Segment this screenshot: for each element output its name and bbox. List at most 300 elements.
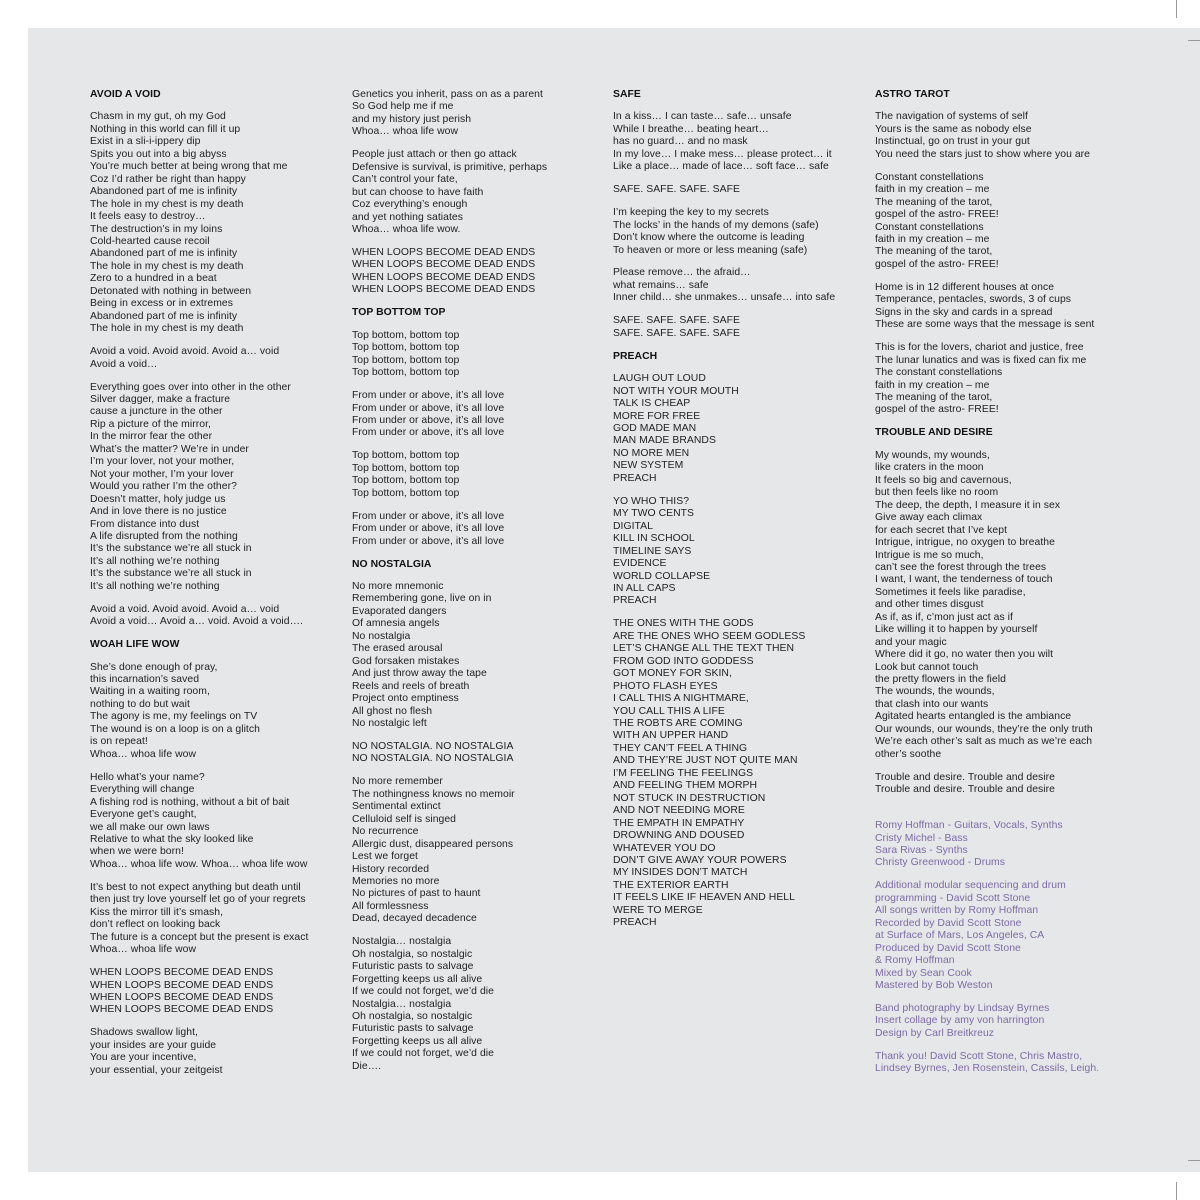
- lyric-stanza: [875, 342, 1099, 417]
- lyric-line: Coz everything’s enough: [352, 199, 468, 211]
- lyric-line: No nostalgia: [352, 630, 411, 642]
- lyric-line: We’re each other’s salt as much as we’re each: [875, 736, 1093, 748]
- lyric-line: No more remember: [352, 776, 443, 788]
- lyric-line: The meaning of the tarot,: [875, 196, 993, 208]
- lyric-line: THE EMPATH IN EMPATHY: [613, 817, 745, 829]
- lyric-line: Cold-hearted cause recoil: [90, 235, 210, 247]
- lyric-stanza: [90, 382, 308, 594]
- lyric-line: My wounds, my wounds,: [875, 449, 990, 461]
- lyric-line: It feels so big and cavernous,: [875, 474, 1012, 486]
- lyric-line: GOD MADE MAN: [613, 423, 697, 435]
- lyric-line: I’M FEELING THE FEELINGS: [613, 767, 754, 779]
- lyric-line: The destruction’s in my loins: [90, 223, 223, 235]
- crop-mark: [1176, 1182, 1177, 1200]
- lyric-line: AND NOT NEEDING MORE: [613, 805, 745, 817]
- lyric-line: From under or above, it’s all love: [352, 523, 505, 535]
- lyric-line: MY INSIDES DON’T MATCH: [613, 867, 748, 879]
- lyric-line: The deep, the depth, I measure it in sex: [875, 499, 1061, 511]
- lyric-line: Like a place… made of lace… soft face… safe: [613, 161, 829, 173]
- lyric-line: You are your incentive,: [90, 1052, 197, 1064]
- lyric-line: A life disrupted from the nothing: [90, 530, 238, 542]
- lyric-line: your essential, your zeitgeist: [90, 1064, 223, 1076]
- lyric-line: The constant constellations: [875, 367, 1003, 379]
- lyric-line: THE ROBTS ARE COMING: [613, 717, 743, 729]
- lyric-line: I’m keeping the key to my secrets: [613, 207, 769, 219]
- lyric-line: I want, I want, the tenderness of touch: [875, 574, 1053, 586]
- lyric-stanza: [90, 882, 308, 957]
- lyric-line: From under or above, it’s all love: [352, 390, 505, 402]
- lyric-line: NO NOSTALGIA. NO NOSTALGIA: [352, 753, 514, 765]
- lyric-line: what remains… safe: [613, 279, 709, 291]
- lyric-stanza: [613, 618, 835, 929]
- lyric-line: The hole in my chest is my death: [90, 260, 244, 272]
- lyric-stanza: [90, 772, 308, 872]
- lyric-line: gospel of the astro- FREE!: [875, 209, 999, 221]
- credit-line: at Surface of Mars, Los Angeles, CA: [875, 930, 1045, 942]
- lyric-line: While I breathe… beating heart…: [613, 123, 769, 135]
- lyric-line: Whoa… whoa life wow: [90, 944, 197, 956]
- lyric-line: and my history just perish: [352, 113, 472, 125]
- lyric-line: WERE TO MERGE: [613, 904, 703, 916]
- lyric-line: then just try love yourself let go of your regrets: [90, 894, 306, 906]
- lyric-line: Whoa… whoa life wow: [90, 748, 197, 760]
- lyric-line: Project onto emptiness: [352, 693, 459, 705]
- lyric-line: Doesn’t matter, holy judge us: [90, 493, 226, 505]
- lyric-line: cause a juncture in the other: [90, 406, 223, 418]
- lyric-line: Sentimental extinct: [352, 801, 441, 813]
- lyric-line: and yet nothing satiates: [352, 211, 463, 223]
- lyric-line: These are some ways that the message is sent: [875, 319, 1095, 331]
- lyric-stanza: [613, 267, 835, 304]
- lyric-line: WHEN LOOPS BECOME DEAD ENDS: [352, 259, 536, 271]
- lyric-line: So God help me if me: [352, 101, 454, 113]
- lyric-line: WHEN LOOPS BECOME DEAD ENDS: [90, 967, 274, 979]
- lyric-line: It feels easy to destroy…: [90, 211, 206, 223]
- lyric-line: Nothing in this world can fill it up: [90, 123, 241, 135]
- lyric-line: MY TWO CENTS: [613, 508, 695, 520]
- lyric-line: and your magic: [875, 636, 947, 648]
- lyric-line: EVIDENCE: [613, 558, 667, 570]
- lyric-line: From under or above, it’s all love: [352, 427, 505, 439]
- lyric-line: Constant constellations: [875, 221, 984, 233]
- lyric-line: From under or above, it’s all love: [352, 414, 505, 426]
- lyric-line: If we could not forget, we’d die: [352, 1048, 494, 1060]
- lyric-line: Can’t control your fate,: [352, 174, 458, 186]
- lyric-line: This is for the lovers, chariot and justice, free: [875, 342, 1084, 354]
- lyric-line: is on repeat!: [90, 736, 148, 748]
- lyric-line: Oh nostalgia, so nostalgic: [352, 948, 473, 960]
- lyric-line: PREACH: [613, 472, 657, 484]
- lyric-line: WHEN LOOPS BECOME DEAD ENDS: [352, 271, 536, 283]
- lyric-line: What’s the matter? We’re in under: [90, 443, 249, 455]
- lyric-line: Silver dagger, make a fracture: [90, 393, 231, 405]
- song-title: SAFE: [613, 89, 641, 100]
- lyric-line: Agitated hearts entangled is the ambiance: [875, 711, 1072, 723]
- lyric-line: WORLD COLLAPSE: [613, 570, 711, 582]
- credits-block: [875, 1051, 1099, 1076]
- lyric-line: The wound is on a loop is on a glitch: [90, 723, 260, 735]
- lyric-line: Lest we forget: [352, 851, 418, 863]
- lyric-line: Reels and reels of breath: [352, 680, 470, 692]
- lyric-line: Nostalgia… nostalgia: [352, 936, 452, 948]
- lyric-line: Intrigue, intrigue, no oxygen to breathe: [875, 537, 1055, 549]
- lyric-line: Top bottom, bottom top: [352, 450, 460, 462]
- lyric-line: nothing to do but wait: [90, 698, 190, 710]
- lyric-stanza: [90, 111, 308, 335]
- lyric-line: NOT STUCK IN DESTRUCTION: [613, 792, 766, 804]
- lyric-line: The hole in my chest is my death: [90, 323, 244, 335]
- credit-line: Band photography by Lindsay Byrnes: [875, 1003, 1050, 1014]
- lyric-line: KILL IN SCHOOL: [613, 533, 695, 545]
- lyric-line: WITH AN UPPER HAND: [613, 730, 729, 742]
- lyric-stanza: [613, 315, 835, 340]
- lyric-line: faith in my creation – me: [875, 379, 990, 391]
- lyric-line: Remembering gone, live on in: [352, 593, 492, 605]
- lyric-line: AND FEELING THEM MORPH: [613, 780, 758, 792]
- lyric-stanza: [352, 247, 547, 297]
- lyric-line: Genetics you inherit, pass on as a parent: [352, 89, 543, 100]
- lyric-stanza: [875, 450, 1099, 761]
- lyric-line: Being in excess or in extremes: [90, 298, 233, 310]
- lyric-line: Would you rather I’m the other?: [90, 481, 237, 493]
- lyric-line: Allergic dust, disappeared persons: [352, 838, 514, 850]
- credit-line: programming - David Scott Stone: [875, 892, 1031, 904]
- lyric-line: It’s best to not expect anything but death until: [90, 881, 301, 893]
- lyric-line: THE ONES WITH THE GODS: [613, 618, 754, 630]
- lyric-line: People just attach or then go attack: [352, 149, 517, 161]
- credit-line: Additional modular sequencing and drum: [875, 880, 1066, 892]
- lyric-line: NO MORE MEN: [613, 447, 690, 459]
- lyric-line: You’re much better at being wrong that me: [90, 161, 288, 173]
- lyric-stanza: [352, 936, 547, 1073]
- lyric-line: PREACH: [613, 917, 657, 929]
- lyric-line: From distance into dust: [90, 518, 200, 530]
- lyrics-column-2: [352, 89, 547, 1084]
- lyric-line: In the mirror fear the other: [90, 431, 213, 443]
- lyric-line: The meaning of the tarot,: [875, 392, 993, 404]
- lyric-line: Shadows swallow light,: [90, 1027, 198, 1039]
- lyric-line: To heaven or more or less meaning (safe): [613, 244, 808, 256]
- lyric-stanza: [352, 390, 547, 440]
- lyric-stanza: [90, 967, 308, 1017]
- lyric-line: Our wounds, our wounds, they’re the only truth: [875, 723, 1093, 735]
- lyric-stanza: [875, 282, 1099, 332]
- lyric-line: LET’S CHANGE ALL THE TEXT THEN: [613, 643, 795, 655]
- lyric-line: The agony is me, my feelings on TV: [90, 711, 258, 723]
- lyric-stanza: [90, 662, 308, 762]
- lyric-line: Trouble and desire. Trouble and desire: [875, 784, 1055, 796]
- lyric-line: The lunar lunatics and was is fixed can fix me: [875, 354, 1087, 366]
- lyric-line: Sometimes it feels like paradise,: [875, 586, 1026, 598]
- song-title: NO NOSTALGIA: [352, 558, 432, 570]
- lyrics-column-3: [613, 89, 835, 940]
- credit-line: Thank you! David Scott Stone, Chris Mastro,: [875, 1050, 1083, 1062]
- crop-mark: [1176, 0, 1177, 18]
- lyric-line: other’s soothe: [875, 748, 942, 760]
- lyric-line: Of amnesia angels: [352, 618, 440, 630]
- lyric-stanza: [352, 581, 547, 730]
- lyric-line: IN ALL CAPS: [613, 582, 676, 594]
- lyric-line: SAFE. SAFE. SAFE. SAFE: [613, 184, 740, 196]
- lyric-line: Whoa… whoa life wow.: [352, 224, 461, 236]
- lyric-stanza: [90, 604, 308, 629]
- lyric-line: Dead, decayed decadence: [352, 913, 477, 925]
- lyrics-column-4: [875, 89, 1099, 1086]
- lyric-line: faith in my creation – me: [875, 184, 990, 196]
- lyric-line: MORE FOR FREE: [613, 410, 701, 422]
- lyric-line: Exist in a sli-i-ippery dip: [90, 136, 201, 148]
- lyric-line: that clash into our wants: [875, 698, 989, 710]
- lyric-line: and other times disgust: [875, 599, 984, 611]
- lyric-line: WHEN LOOPS BECOME DEAD ENDS: [352, 284, 536, 296]
- lyric-line: FROM GOD INTO GODDESS: [613, 655, 754, 667]
- lyric-line: YOU CALL THIS A LIFE: [613, 705, 725, 717]
- lyric-line: It’s the substance we’re all stuck in: [90, 568, 252, 580]
- lyric-line: Instinctual, go on trust in your gut: [875, 136, 1030, 148]
- lyric-stanza: [352, 511, 547, 548]
- lyric-line: DROWNING AND DOUSED: [613, 830, 745, 842]
- lyric-line: for each secret that I’ve kept: [875, 524, 1008, 536]
- lyric-line: Abandoned part of me is infinity: [90, 248, 238, 260]
- lyric-line: Where did it go, no water then you wilt: [875, 649, 1054, 661]
- lyric-line: PHOTO FLASH EYES: [613, 680, 718, 692]
- lyric-line: It’s all nothing we’re nothing: [90, 555, 220, 567]
- credit-line: Design by Carl Breitkreuz: [875, 1027, 995, 1039]
- lyric-line: WHEN LOOPS BECOME DEAD ENDS: [90, 979, 274, 991]
- lyric-line: gospel of the astro- FREE!: [875, 404, 999, 416]
- lyric-line: She’s done enough of pray,: [90, 661, 218, 673]
- lyric-line: Top bottom, bottom top: [352, 475, 460, 487]
- lyric-line: DIGITAL: [613, 520, 653, 532]
- lyric-line: Avoid a void…: [90, 358, 158, 370]
- lyric-line: Die….: [352, 1060, 382, 1072]
- credit-line: Cristy Michel - Bass: [875, 832, 968, 844]
- lyric-line: Abandoned part of me is infinity: [90, 186, 238, 198]
- lyric-stanza: [613, 496, 835, 608]
- credit-line: Christy Greenwood - Drums: [875, 857, 1006, 869]
- credit-line: Produced by David Scott Stone: [875, 942, 1021, 954]
- lyric-line: All formlessness: [352, 900, 429, 912]
- spacer: [875, 807, 1099, 820]
- credit-line: Romy Hoffman - Guitars, Vocals, Synths: [875, 820, 1063, 832]
- lyric-line: No pictures of past to haunt: [352, 888, 481, 900]
- lyric-line: I’m your lover, not your mother,: [90, 456, 235, 468]
- lyric-stanza: [613, 373, 835, 485]
- lyric-stanza: [875, 172, 1099, 272]
- lyric-line: Like willing it to happen by yourself: [875, 624, 1038, 636]
- credits-block: [875, 1003, 1099, 1040]
- lyric-line: SAFE. SAFE. SAFE. SAFE: [613, 315, 740, 327]
- lyric-stanza: [352, 149, 547, 236]
- lyric-line: Oh nostalgia, so nostalgic: [352, 1011, 473, 1022]
- lyric-line: God forsaken mistakes: [352, 655, 460, 667]
- crop-mark: [1188, 40, 1200, 41]
- lyric-line: don’t reflect on looking back: [90, 919, 221, 931]
- credit-line: Recorded by David Scott Stone: [875, 917, 1022, 929]
- lyric-line: we all make our own laws: [90, 821, 210, 833]
- lyric-line: when we were born!: [90, 846, 184, 858]
- lyric-line: Defensive is survival, is primitive, perhaps: [352, 161, 548, 173]
- lyric-line: I CALL THIS A NIGHTMARE,: [613, 693, 749, 705]
- song-title: TOP BOTTOM TOP: [352, 307, 446, 319]
- lyric-line: Rip a picture of the mirror,: [90, 418, 211, 430]
- lyric-line: Futuristic pasts to salvage: [352, 1023, 474, 1035]
- lyric-line: Inner child… she unmakes… unsafe… into safe: [613, 292, 836, 304]
- lyric-line: WHEN LOOPS BECOME DEAD ENDS: [90, 1004, 274, 1016]
- lyric-line: And in love there is no justice: [90, 506, 227, 518]
- lyric-line: Give away each climax: [875, 512, 983, 524]
- song-title: PREACH: [613, 350, 658, 362]
- lyric-line: Avoid a void. Avoid avoid. Avoid a… void: [90, 346, 280, 358]
- credit-line: All songs written by Romy Hoffman: [875, 905, 1039, 917]
- credit-line: Sara Rivas - Synths: [875, 845, 968, 857]
- lyric-line: Chasm in my gut, oh my God: [90, 111, 226, 123]
- lyric-line: Home is in 12 different houses at once: [875, 281, 1055, 293]
- lyric-line: Memories no more: [352, 875, 440, 887]
- lyric-line: Whoa… whoa life wow. Whoa… whoa life wow: [90, 858, 308, 870]
- lyric-line: this incarnation’s saved: [90, 674, 200, 686]
- credit-line: Insert collage by amy von harrington: [875, 1015, 1045, 1027]
- lyric-line: NOT WITH YOUR MOUTH: [613, 385, 739, 397]
- lyric-line: gospel of the astro- FREE!: [875, 258, 999, 270]
- lyric-line: Forgetting keeps us all alive: [352, 973, 483, 985]
- lyric-line: No recurrence: [352, 826, 419, 838]
- lyric-line: Coz I’d rather be right than happy: [90, 173, 246, 185]
- lyric-line: MAN MADE BRANDS: [613, 435, 716, 447]
- lyric-line: the pretty flowers in the field: [875, 674, 1006, 686]
- lyric-line: Whoa… whoa life wow: [352, 126, 459, 138]
- lyric-line: Relative to what the sky looked like: [90, 833, 254, 845]
- song-title: TROUBLE AND DESIRE: [875, 427, 993, 439]
- lyric-line: Everything will change: [90, 784, 195, 796]
- lyric-line: WHEN LOOPS BECOME DEAD ENDS: [352, 246, 536, 258]
- lyric-line: Don’t know where the outcome is leading: [613, 232, 805, 244]
- lyric-line: TIMELINE SAYS: [613, 545, 692, 557]
- lyric-line: Everyone get’s caught,: [90, 809, 197, 821]
- lyric-line: Trouble and desire. Trouble and desire: [875, 771, 1055, 783]
- lyric-line: but then feels like no room: [875, 487, 999, 499]
- lyric-line: Spits you out into a big abyss: [90, 148, 227, 160]
- lyric-line: The meaning of the tarot,: [875, 246, 993, 258]
- lyric-line: Please remove… the afraid…: [613, 267, 751, 279]
- lyric-line: Kiss the mirror till it’s smash,: [90, 906, 224, 918]
- lyric-stanza: [613, 111, 835, 173]
- lyric-line: From under or above, it’s all love: [352, 402, 505, 414]
- lyric-line: PREACH: [613, 595, 657, 607]
- lyric-line: LAUGH OUT LOUD: [613, 373, 706, 385]
- lyric-line: Constant constellations: [875, 171, 984, 183]
- lyric-line: Everything goes over into other in the other: [90, 381, 291, 393]
- lyric-line: The erased arousal: [352, 643, 443, 655]
- lyric-stanza: [352, 89, 547, 139]
- lyric-line: From under or above, it’s all love: [352, 535, 505, 547]
- lyric-line: has no guard… and no mask: [613, 136, 748, 148]
- lyric-line: ARE THE ONES WHO SEEM GODLESS: [613, 630, 806, 642]
- lyric-line: Avoid a void. Avoid avoid. Avoid a… void: [90, 603, 280, 615]
- lyric-line: Futuristic pasts to salvage: [352, 961, 474, 973]
- lyric-line: Intrigue is me so much,: [875, 549, 984, 561]
- lyric-line: The nothingness knows no memoir: [352, 788, 515, 800]
- lyric-line: Hello what’s your name?: [90, 771, 205, 783]
- lyric-line: No more mnemonic: [352, 581, 444, 592]
- lyric-line: From under or above, it’s all love: [352, 510, 505, 522]
- lyric-line: Top bottom, bottom top: [352, 354, 460, 366]
- lyric-stanza: [90, 346, 308, 371]
- lyric-line: AND THEY’RE JUST NOT QUITE MAN: [613, 755, 798, 767]
- lyric-line: SAFE. SAFE. SAFE. SAFE: [613, 327, 740, 339]
- lyric-stanza: [352, 776, 547, 925]
- lyric-line: Evaporated dangers: [352, 605, 447, 617]
- lyric-line: In my love… I make mess… please protect… it: [613, 148, 832, 160]
- lyric-stanza: [613, 184, 835, 196]
- lyric-line: Abandoned part of me is infinity: [90, 310, 238, 322]
- lyric-line: All ghost no flesh: [352, 705, 433, 717]
- lyric-line: Yours is the same as nobody else: [875, 123, 1032, 135]
- lyric-line: Top bottom, bottom top: [352, 342, 460, 354]
- credit-line: & Romy Hoffman: [875, 955, 955, 967]
- lyric-line: THEY CAN’T FEEL A THING: [613, 742, 748, 754]
- lyric-line: The locks’ in the hands of my demons (safe): [613, 219, 819, 231]
- lyric-line: You need the stars just to show where you are: [875, 148, 1091, 160]
- lyric-line: If we could not forget, we’d die: [352, 986, 494, 998]
- lyric-line: The hole in my chest is my death: [90, 198, 244, 210]
- lyric-line: Avoid a void… Avoid a… void. Avoid a void….: [90, 616, 303, 628]
- lyric-line: As if, as if, c’mon just act as if: [875, 611, 1013, 623]
- lyric-stanza: [875, 111, 1099, 161]
- lyric-line: Top bottom, bottom top: [352, 367, 460, 379]
- credit-line: Mastered by Bob Weston: [875, 980, 993, 992]
- lyric-line: DON’T GIVE AWAY YOUR POWERS: [613, 854, 787, 866]
- lyric-line: IT FEELS LIKE IF HEAVEN AND HELL: [613, 892, 795, 904]
- lyric-line: Top bottom, bottom top: [352, 462, 460, 474]
- credit-line: Lindsey Byrnes, Jen Rosenstein, Cassils, Leigh.: [875, 1063, 1100, 1075]
- lyric-stanza: [352, 741, 547, 766]
- lyric-line: Waiting in a waiting room,: [90, 686, 210, 698]
- lyric-line: WHATEVER YOU DO: [613, 842, 716, 854]
- lyric-stanza: [613, 207, 835, 257]
- lyric-line: THE EXTERIOR EARTH: [613, 879, 729, 891]
- lyric-line: WHEN LOOPS BECOME DEAD ENDS: [90, 991, 274, 1003]
- lyric-line: Detonated with nothing in between: [90, 285, 252, 297]
- lyric-line: No nostalgic left: [352, 717, 427, 729]
- lyric-stanza: [90, 1027, 308, 1077]
- lyric-line: It’s the substance we’re all stuck in: [90, 543, 252, 555]
- lyric-line: but can choose to have faith: [352, 186, 484, 198]
- lyric-line: Top bottom, bottom top: [352, 487, 460, 499]
- lyric-line: Temperance, pentacles, swords, 3 of cups: [875, 294, 1072, 306]
- lyric-line: Celluloid self is singed: [352, 813, 457, 825]
- lyric-line: faith in my creation – me: [875, 234, 990, 246]
- lyric-line: And just throw away the tape: [352, 668, 487, 680]
- lyric-line: The navigation of systems of self: [875, 111, 1028, 123]
- song-title: WOAH LIFE WOW: [90, 639, 180, 651]
- lyric-line: A fishing rod is nothing, without a bit of bait: [90, 796, 290, 808]
- lyric-line: The wounds, the wounds,: [875, 686, 995, 698]
- lyric-stanza: [352, 330, 547, 380]
- lyric-line: History recorded: [352, 863, 430, 875]
- lyric-line: Signs in the sky and cards in a spread: [875, 306, 1053, 318]
- lyric-line: YO WHO THIS?: [613, 495, 690, 507]
- lyric-line: Nostalgia… nostalgia: [352, 998, 452, 1010]
- lyric-line: Forgetting keeps us all alive: [352, 1035, 483, 1047]
- lyric-line: Look but cannot touch: [875, 661, 979, 673]
- crop-mark: [1188, 1160, 1200, 1161]
- lyric-line: your insides are your guide: [90, 1039, 217, 1051]
- lyric-stanza: [352, 450, 547, 500]
- song-title: AVOID A VOID: [90, 89, 161, 100]
- credits-block: [875, 880, 1099, 992]
- lyric-line: NEW SYSTEM: [613, 460, 684, 472]
